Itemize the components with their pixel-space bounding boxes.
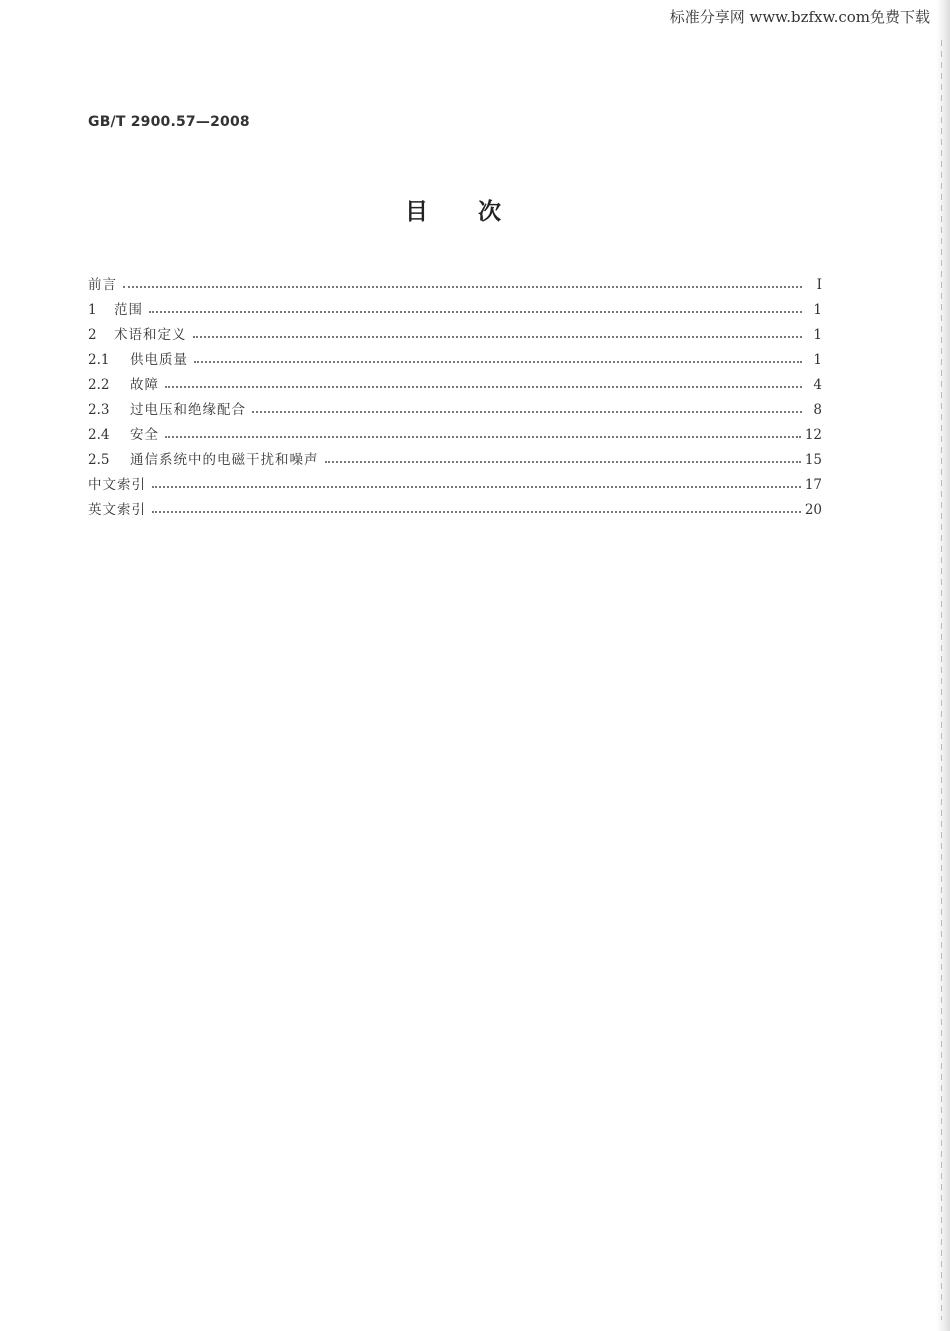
toc-entry-page: 12 [804,427,822,443]
toc-entry-page: 1 [813,352,822,368]
toc-leader-dots [152,486,801,488]
toc-entry-power-quality[interactable] [88,343,822,368]
toc-entry-label: 安全 [130,427,159,443]
toc-entry-page: 1 [813,327,822,343]
toc-entry-scope[interactable] [88,293,822,318]
toc-entry-number: 2.1 [88,352,110,368]
toc-entry-label: 供电质量 [130,352,188,368]
toc-entry-label: 前言 [88,277,117,293]
toc-leader-dots [194,361,802,363]
toc-leader-dots [149,311,802,313]
table-of-contents [88,268,822,518]
toc-entry-foreword[interactable] [88,268,822,293]
toc-entry-label: 中文索引 [88,477,146,493]
watermark-text: 标准分享网 www.bzfxw.com免费下载 [669,8,930,26]
standard-code: GB/T 2900.57—2008 [88,114,250,130]
toc-entry-label: 故障 [130,377,159,393]
toc-leader-dots [252,411,802,413]
toc-entry-label: 英文索引 [88,502,146,518]
toc-entry-overvoltage[interactable] [88,393,822,418]
toc-entry-number: 2 [88,327,97,343]
toc-entry-terms[interactable] [88,318,822,343]
scan-edge-shadow [936,0,950,1331]
toc-leader-dots [123,286,802,288]
toc-entry-number: 2.5 [88,452,110,468]
scan-edge-line [941,40,942,1320]
toc-entry-label: 过电压和绝缘配合 [130,402,246,418]
toc-leader-dots [325,461,801,463]
toc-entry-number: 2.4 [88,427,110,443]
toc-entry-page: 1 [813,302,822,318]
toc-entry-label: 术语和定义 [114,327,187,343]
toc-entry-page: 8 [813,402,822,418]
toc-entry-page: 4 [813,377,822,393]
toc-leader-dots [152,511,801,513]
toc-leader-dots [165,436,801,438]
toc-title: 目次 [405,199,551,225]
toc-entry-page: 15 [804,452,822,468]
toc-leader-dots [193,336,803,338]
toc-entry-number: 2.3 [88,402,110,418]
toc-entry-english-index[interactable] [88,493,822,518]
toc-entry-chinese-index[interactable] [88,468,822,493]
toc-entry-emi-noise[interactable] [88,443,822,468]
toc-entry-number: 1 [88,302,97,318]
toc-entry-faults[interactable] [88,368,822,393]
toc-entry-label: 通信系统中的电磁干扰和噪声 [130,452,319,468]
toc-entry-page: Ⅰ [816,277,822,293]
toc-entry-number: 2.2 [88,377,110,393]
toc-entry-safety[interactable] [88,418,822,443]
toc-entry-page: 20 [804,502,822,518]
toc-leader-dots [165,386,802,388]
toc-entry-label: 范围 [114,302,143,318]
toc-entry-page: 17 [804,477,822,493]
